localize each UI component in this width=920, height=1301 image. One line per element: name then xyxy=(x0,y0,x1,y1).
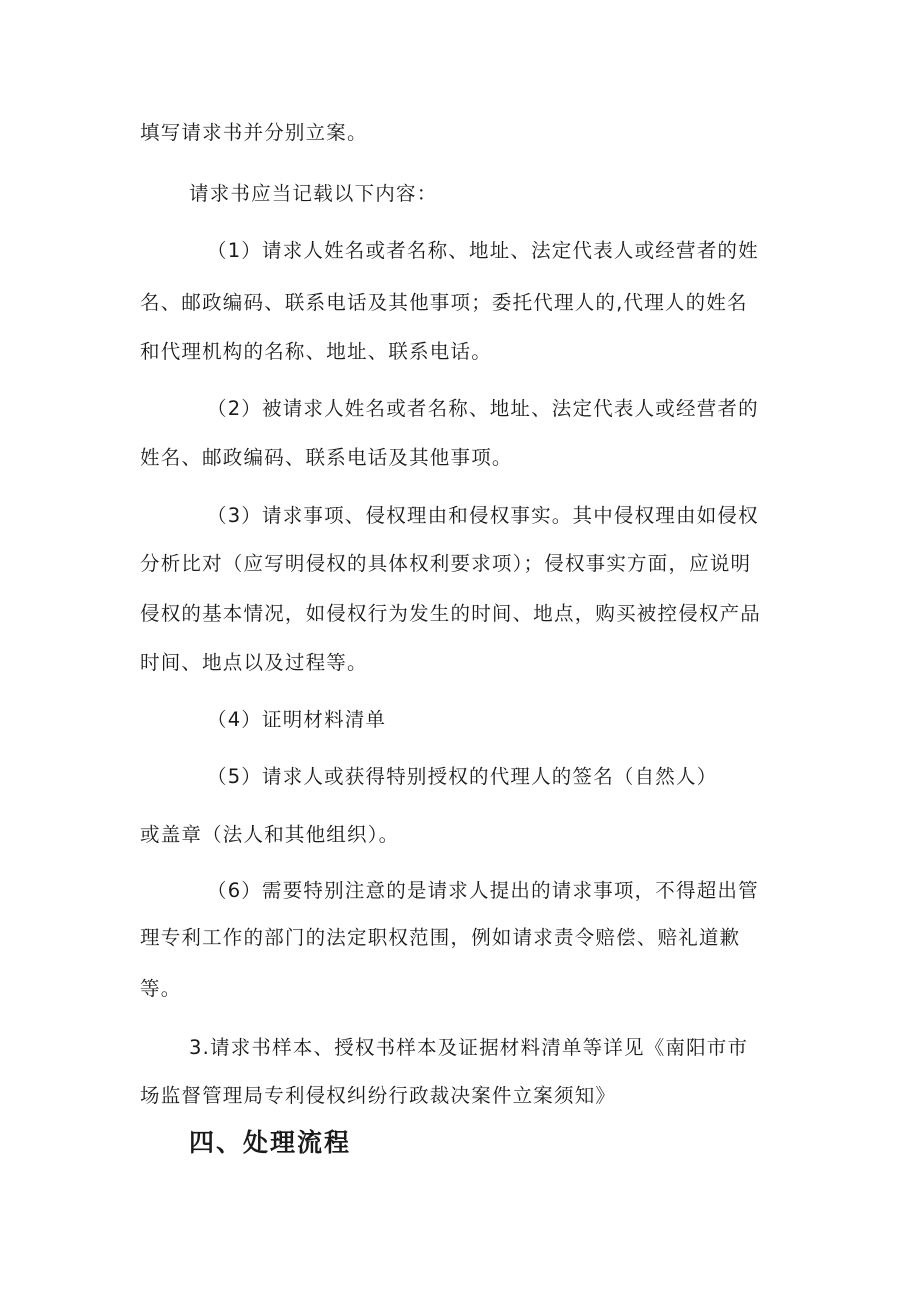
text-line: 填写请求书并分别立案。 xyxy=(140,121,368,144)
text-line: （3）请求事项、侵权理由和侵权事实。其中侵权理由如侵权 xyxy=(207,504,759,527)
text-line: 场监督管理局专利侵权纠纷行政裁决案件立案须知》 xyxy=(140,1084,617,1107)
text-line: （1）请求人姓名或者名称、地址、法定代表人或经营者的姓 xyxy=(207,239,759,262)
text-line: 分析比对（应写明侵权的具体权利要求项）；侵权事实方面，应说明 xyxy=(140,552,752,575)
text-line: （2）被请求人姓名或者名称、地址、法定代表人或经营者的 xyxy=(207,397,759,420)
text-line: 理专利工作的部门的法定职权范围，例如请求责令赔偿、赔礼道歉 xyxy=(140,926,741,949)
text-line: 请求书应当记载以下内容： xyxy=(189,182,438,205)
text-line: （6）需要特别注意的是请求人提出的请求事项，不得超出管 xyxy=(207,879,759,902)
section-heading: 四、处理流程 xyxy=(189,1128,352,1157)
text-line: 3.请求书样本、授权书样本及证据材料清单等详见《南阳市市 xyxy=(189,1036,749,1059)
text-line: 名、邮政编码、联系电话及其他事项；委托代理人的,代理人的姓名 xyxy=(140,291,748,314)
text-line: 和代理机构的名称、地址、联系电话。 xyxy=(140,340,492,363)
text-line: （4）证明材料清单 xyxy=(207,708,387,731)
text-line: 侵权的基本情况，如侵权行为发生的时间、地点，购买被控侵权产品 xyxy=(140,602,762,625)
text-line: （5）请求人或获得特别授权的代理人的签名（自然人） xyxy=(207,765,718,788)
text-line: 时间、地点以及过程等。 xyxy=(140,651,368,674)
text-line: 姓名、邮政编码、联系电话及其他事项。 xyxy=(140,446,513,469)
text-line: 或盖章（法人和其他组织）。 xyxy=(140,823,400,846)
text-line: 等。 xyxy=(140,977,182,1000)
